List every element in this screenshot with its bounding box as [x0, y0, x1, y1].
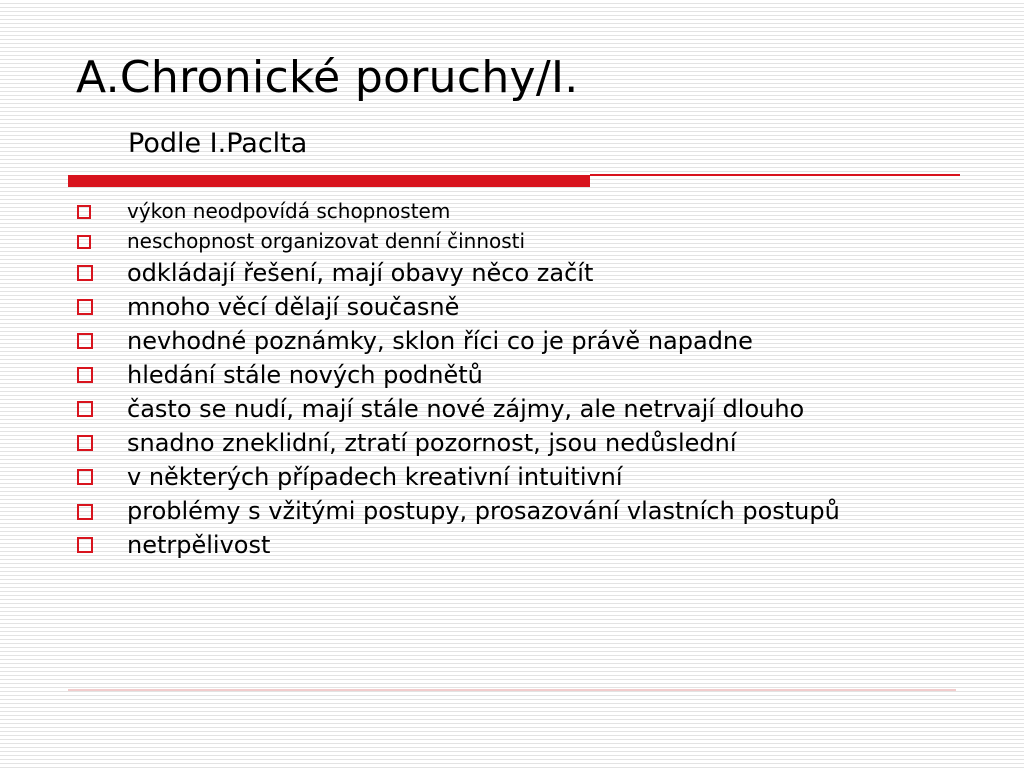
hollow-square-icon	[77, 265, 93, 281]
bullet-text: nevhodné poznámky, sklon říci co je právě napadne	[127, 327, 753, 355]
bullet-item	[76, 196, 976, 226]
bullet-text: mnoho věcí dělají současně	[127, 293, 460, 321]
title-underline-thin	[590, 174, 960, 176]
hollow-square-icon	[77, 435, 93, 451]
bullet-item	[76, 256, 976, 290]
bullet-text: v některých případech kreativní intuitivní	[127, 463, 623, 491]
bullet-text: výkon neodpovídá schopnostem	[127, 199, 451, 223]
bullet-text: často se nudí, mají stále nové zájmy, ale netrvají dlouho	[127, 395, 805, 423]
hollow-square-icon	[77, 504, 93, 520]
bullet-item	[76, 460, 976, 494]
hollow-square-icon	[77, 333, 93, 349]
hollow-square-icon	[77, 401, 93, 417]
bullet-text: odkládají řešení, mají obavy něco začít	[127, 259, 594, 287]
slide-title: A.Chronické poruchy/I.	[76, 52, 579, 103]
bullet-text: neschopnost organizovat denní činnosti	[127, 229, 526, 253]
bullet-text: netrpělivost	[127, 531, 271, 559]
bullet-item	[76, 528, 976, 562]
bullet-item	[76, 392, 976, 426]
bullet-item	[76, 358, 976, 392]
footer-divider	[68, 689, 956, 691]
bullet-item	[76, 426, 976, 460]
bullet-text: problémy s vžitými postupy, prosazování vlastních postupů	[127, 497, 840, 525]
hollow-square-icon	[77, 235, 91, 249]
bullet-item	[76, 290, 976, 324]
bullet-item	[76, 226, 976, 256]
slide-subtitle: Podle I.Paclta	[128, 128, 308, 159]
hollow-square-icon	[77, 469, 93, 485]
bullet-list	[76, 196, 976, 562]
bullet-item	[76, 324, 976, 358]
hollow-square-icon	[77, 367, 93, 383]
hollow-square-icon	[77, 537, 93, 553]
bullet-text: snadno zneklidní, ztratí pozornost, jsou nedůslední	[127, 429, 737, 457]
bullet-text: hledání stále nových podnětů	[127, 361, 483, 389]
hollow-square-icon	[77, 299, 93, 315]
bullet-item	[76, 494, 947, 528]
title-underline-thick	[68, 175, 590, 187]
hollow-square-icon	[77, 205, 91, 219]
